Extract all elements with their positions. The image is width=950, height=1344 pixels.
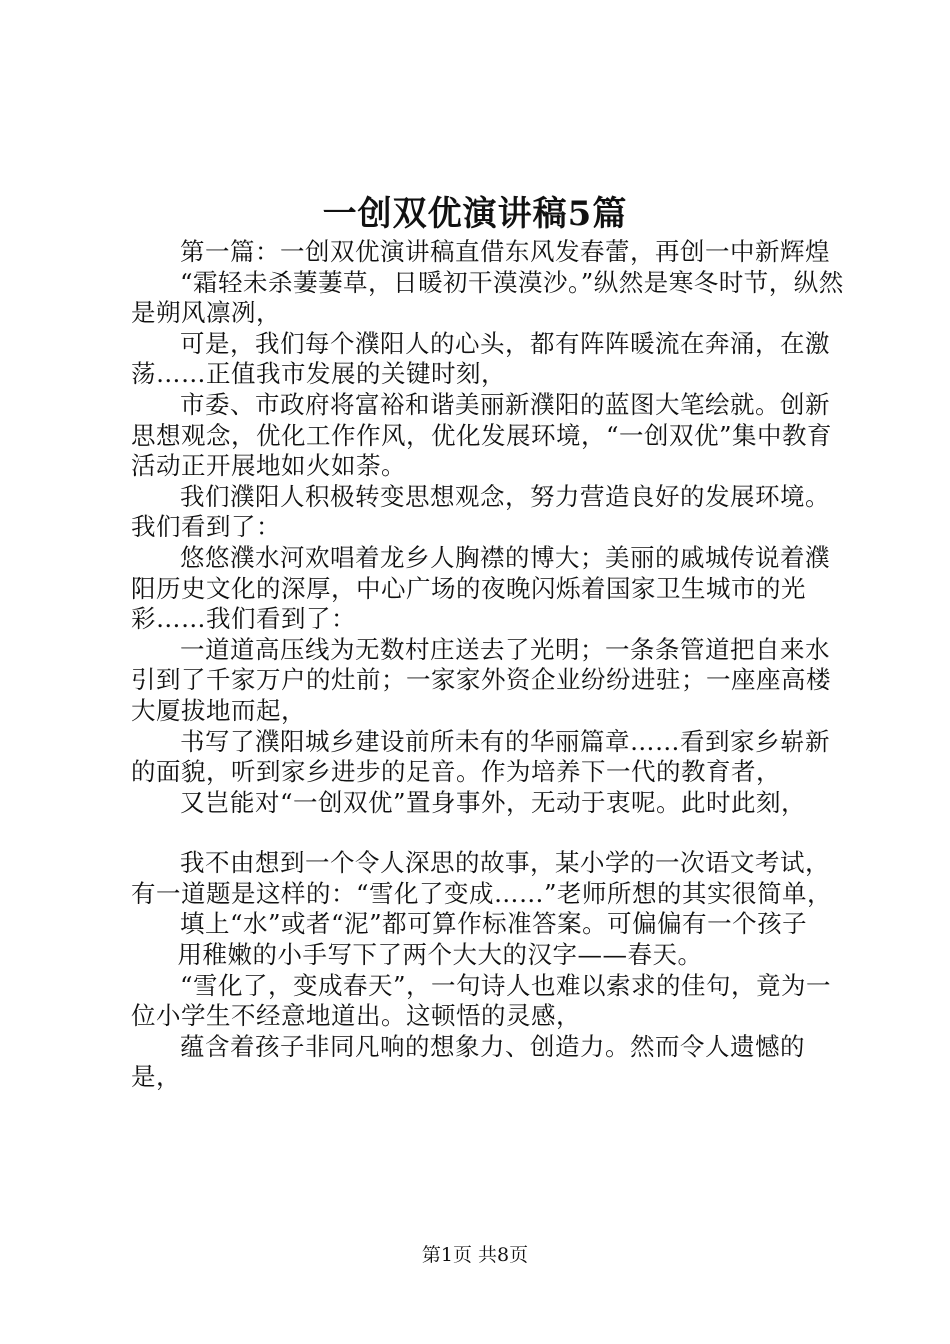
paragraph-10: 我不由想到一个令人深思的故事，某小学的一次语文考试，有一道题是这样的：“雪化了变成……”老师所想的其实很简单， [131,848,833,908]
paragraph-11: 填上“水”或者“泥”都可算作标准答案。可偏偏有一个孩子 [180,909,808,939]
document-body [131,237,851,1093]
paragraph-9: 又岂能对“一创双优”置身事外，无动于衷呢。此时此刻， [180,787,807,817]
paragraph-3: 可是，我们每个濮阳人的心头，都有阵阵暖流在奔涌，在激荡……正值我市发展的关键时刻， [131,328,830,389]
page-footer: 第1页 共8页 [421,1244,529,1266]
paragraph-12: 用稚嫩的小手写下了两个大大的汉字——春天。 [177,940,703,970]
paragraph-13: “雪化了，变成春天”，一句诗人也难以索求的佳句，竟为一位小学生不经意地道出。这顿悟的灵感， [131,970,832,1031]
paragraph-7: 一道道高压线为无数村庄送去了光明；一条条管道把自来水引到了千家万户的灶前；一家家外资企业纷纷进驻；一座座高楼大厦拔地而起， [131,634,831,725]
paragraph-5: 我们濮阳人积极转变思想观念，努力营造良好的发展环境。我们看到了： [131,481,830,542]
paragraph-2: “霜轻未杀萋萋草，日暖初干漠漠沙。”纵然是寒冬时节，纵然是朔风凛冽， [131,267,844,328]
paragraph-1: 第一篇：一创双优演讲稿直借东风发春蕾，再创一中新辉煌 [180,237,830,266]
document-title: 一创双优演讲稿5篇 [322,194,628,234]
paragraph-14: 蕴含着孩子非同凡响的想象力、创造力。然而令人遗憾的是， [131,1031,805,1092]
paragraph-6: 悠悠濮水河欢唱着龙乡人胸襟的博大；美丽的戚城传说着濮阳历史文化的深厚，中心广场的夜晚闪烁着国家卫生城市的光彩……我们看到了： [131,542,830,634]
paragraph-8: 书写了濮阳城乡建设前所未有的华丽篇章……看到家乡崭新的面貌，听到家乡进步的足音。作为培养下一代的教育者， [131,726,830,787]
paragraph-4: 市委、市政府将富裕和谐美丽新濮阳的蓝图大笔绘就。创新思想观念，优化工作作风，优化发展环境，“一创双优”集中教育活动正开展地如火如荼。 [131,389,833,481]
